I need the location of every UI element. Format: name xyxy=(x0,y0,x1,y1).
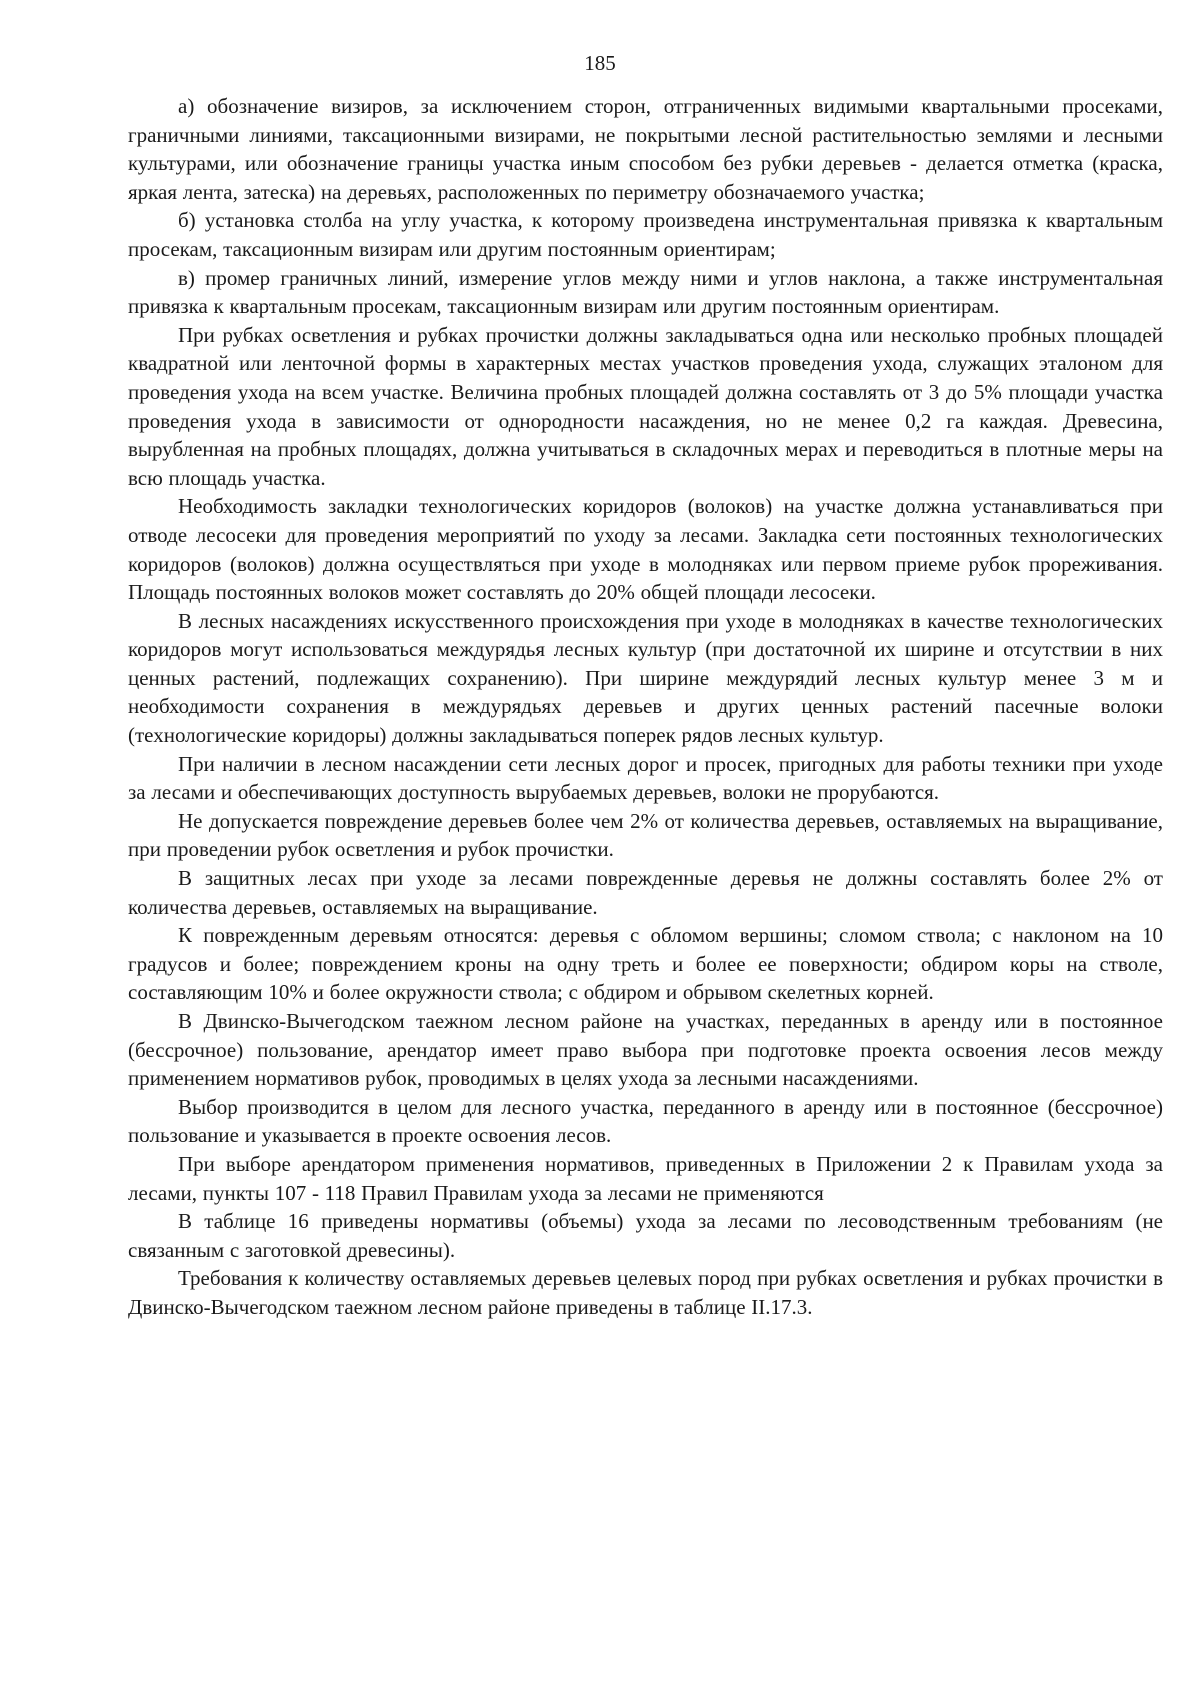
paragraph-choice-scope: Выбор производится в целом для лесного участка, переданного в аренду или в постоянное (бессрочное) пользование и указывается в проекте освоения лесов. xyxy=(128,1094,1163,1148)
paragraph-artificial-stands: В лесных насаждениях искусственного происхождения при уходе в молодняках в качестве технологических коридоров могут использоваться междурядья лесных культур (при достаточной их ширине и отсутствии в них ценных растений, подлежащих сохранению). При ширине междурядий лесных культур менее 3 м и необходимости сохранения в междурядьях деревьев и других ценных растений пасечные волоки (технологические коридоры) должны закладываться поперек рядов лесных культур. xyxy=(128,608,1163,748)
paragraph-existing-roads: При наличии в лесном насаждении сети лесных дорог и просек, пригодных для работы техники при уходе за лесами и обеспечивающих доступность вырубаемых деревьев, волоки не прорубаются. xyxy=(128,751,1163,805)
paragraph-table-ii-17-3: Требования к количеству оставляемых деревьев целевых пород при рубках осветления и рубках прочистки в Двинско-Вычегодском таежном лесном районе приведены в таблице II.17.3. xyxy=(128,1266,1163,1319)
paragraph-boundary-measurement: в) промер граничных линий, измерение углов между ними и углов наклона, а также инструментальная привязка к квартальным просекам, таксационным визирам или другим постоянным ориентирам. xyxy=(128,265,1163,319)
paragraph-technological-corridors: Необходимость закладки технологических коридоров (волоков) на участке должна устанавливаться при отводе лесосеки для проведения мероприятий по уходу за лесами. Закладка сети постоянных технологических коридоров (волоков) должна осуществляться при уходе в молодняках или первом приеме рубок прореживания. Площадь постоянных волоков может составлять до 20% общей площади лесосеки. xyxy=(128,494,1163,605)
paragraph-damage-limit: Не допускается повреждение деревьев более чем 2% от количества деревьев, оставляемых на выращивание, при проведении рубок осветления и рубок прочистки. xyxy=(128,808,1163,862)
paragraph-damaged-trees-definition: К поврежденным деревьям относятся: деревья с обломом вершины; сломом ствола; с наклоном на 10 градусов и более; повреждением кроны на одну треть и более ее поверхности; обдиром коры на стволе, составляющим 10% и более окружности ствола; с обдиром и обрывом скелетных корней. xyxy=(128,923,1163,1005)
paragraph-sample-plots: При рубках осветления и рубках прочистки должны закладываться одна или несколько пробных площадей квадратной или ленточной формы в характерных местах участков проведения ухода, служащих эталоном для проведения ухода на всем участке. Величина пробных площадей должна составлять от 3 до 5% площади участка проведения ухода в зависимости от однородности насаждения, но не менее 0,2 га каждая. Древесина, вырубленная на пробных площадях, должна учитываться в складочных мерах и переводиться в плотные меры на всю площадь участка. xyxy=(128,322,1163,490)
paragraph-corner-post: б) установка столба на углу участка, к которому произведена инструментальная привязка к квартальным просекам, таксационным визирам или другим постоянным ориентирам; xyxy=(128,208,1163,261)
paragraph-protective-forests: В защитных лесах при уходе за лесами поврежденные деревья не должны составлять более 2% от количества деревьев, оставляемых на выращивание. xyxy=(128,866,1163,919)
paragraph-visir-marking: а) обозначение визиров, за исключением сторон, отграниченных видимыми квартальными просеками, граничными линиями, таксационными визирами, не покрытыми лесной растительностью землями и лесными культурами, или обозначение границы участка иным способом без рубки деревьев - делается отметка (краска, яркая лента, затеска) на деревьях, расположенных по периметру обозначаемого участка; xyxy=(128,94,1163,204)
paragraph-tenant-choice: В Двинско-Вычегодском таежном лесном районе на участках, переданных в аренду или в постоянное (бессрочное) пользование, арендатор имеет право выбора при подготовке проекта освоения лесов между применением нормативов рубок, проводимых в целях ухода за лесными насаждениями. xyxy=(128,1009,1163,1091)
paragraph-appendix-2: При выборе арендатором применения нормативов, приведенных в Приложении 2 к Правилам ухода за лесами, пункты 107 - 118 Правил Правилам ухода за лесами не применяются xyxy=(128,1151,1163,1205)
paragraph-table-16: В таблице 16 приведены нормативы (объемы) ухода за лесами по лесоводственным требованиям (не связанным с заготовкой древесины). xyxy=(128,1209,1163,1262)
body-text xyxy=(128,92,1163,1322)
page-number: 185 xyxy=(584,51,616,75)
